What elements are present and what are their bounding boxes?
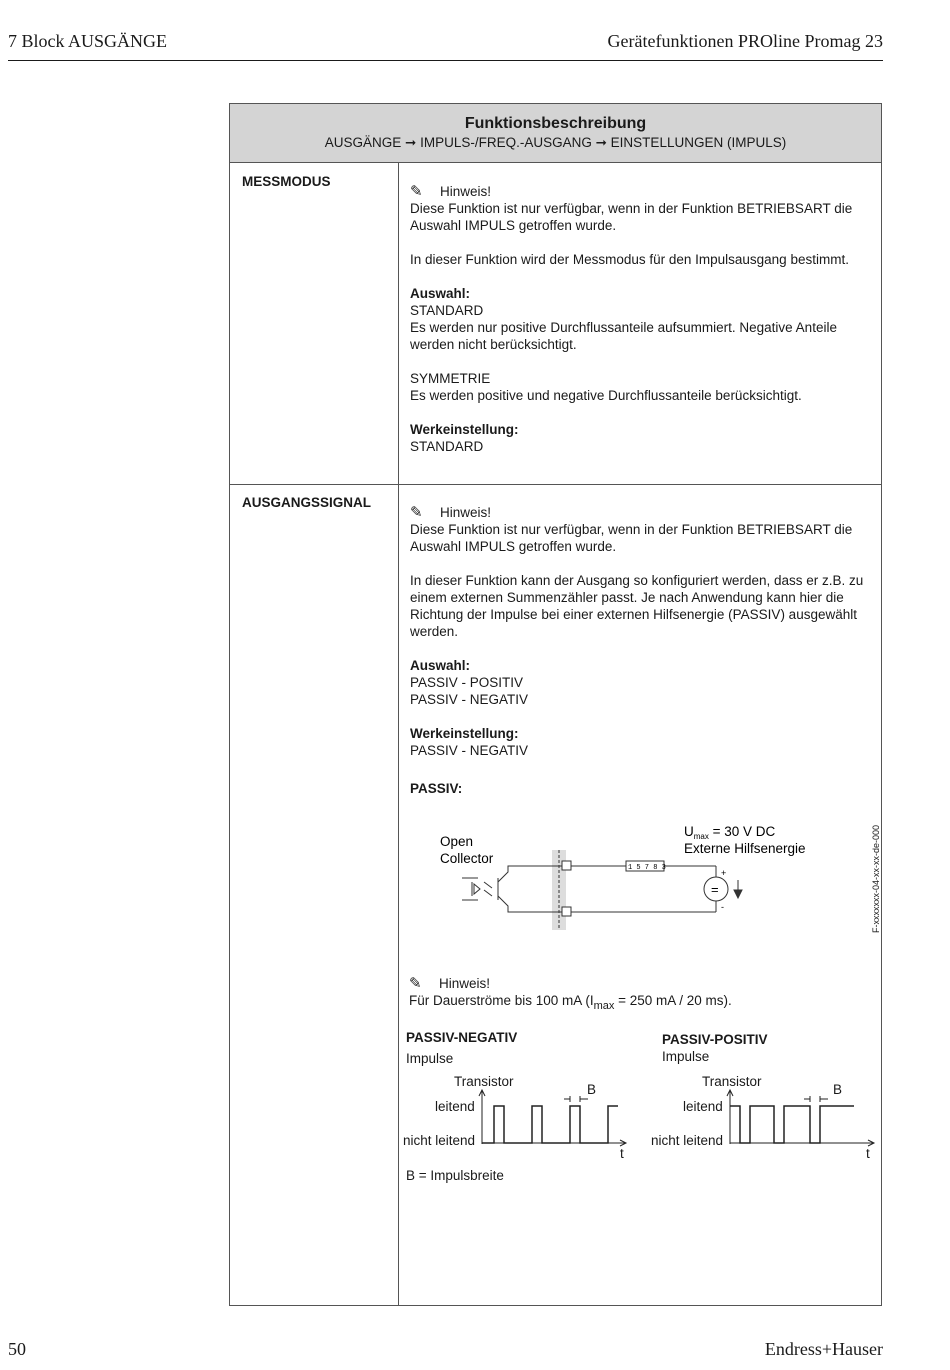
svg-text:=: = [711, 882, 719, 897]
option-standard: STANDARD [410, 303, 484, 318]
pulse-waveform [730, 1106, 854, 1143]
intro-text: In dieser Funktion kann der Ausgang so konfiguriert werden, dass er z.B. zu einem externen Summenzähler passt. Je nach Anwendung kann hier die Richtung der Impulse bei einer externen Hilfsenergie (PASSIV) ausgewählt werden. [410, 573, 864, 639]
table-title: Funktionsbeschreibung [464, 115, 647, 132]
nicht-leitend-label: nicht leitend [651, 1133, 724, 1148]
option-passiv-positiv: PASSIV - POSITIV [410, 675, 524, 690]
option-symmetrie: SYMMETRIE [410, 371, 491, 386]
nicht-leitend-label: nicht leitend [403, 1133, 476, 1148]
row-label-messmodus: MESSMODUS [242, 174, 331, 189]
passiv-label: PASSIV: [410, 781, 463, 796]
hinweis-label: Hinweis! [440, 505, 492, 520]
row-content-messmodus [410, 183, 872, 472]
header-chapter: 7 Block AUSGÄNGE [8, 31, 168, 51]
terminal-top [562, 861, 571, 870]
open-label: Open [440, 834, 474, 849]
leitend-label: leitend [683, 1099, 723, 1114]
brand-logo: Endress+Hauser [764, 1339, 883, 1359]
intro-text: In dieser Funktion wird der Messmodus für den Impulsausgang bestimmt. [410, 252, 849, 267]
table-path: AUSGÄNGE ➞ IMPULS-/FREQ.-AUSGANG ➞ EINSTELLUNGEN (IMPULS) [324, 135, 787, 150]
impulse-label: Impulse [406, 1051, 454, 1066]
terminal-bottom [562, 907, 571, 916]
werkeinstellung-label: Werkeinstellung: [410, 422, 519, 437]
page-number: 50 [8, 1339, 26, 1359]
column-divider [398, 163, 399, 1306]
led-icon [474, 884, 480, 894]
option-standard-desc: Es werden nur positive Durchflussanteile aufsummiert. Negative Anteile werden nicht berücksichtigt. [410, 320, 837, 352]
hinweis-text: Diese Funktion ist nur verfügbar, wenn in der Funktion BETRIEBSART die Auswahl IMPULS getroffen wurde. [410, 522, 853, 554]
pulse-title: PASSIV-POSITIV [662, 1032, 768, 1047]
transistor-label: Transistor [702, 1074, 762, 1089]
leitend-label: leitend [435, 1099, 475, 1114]
option-passiv-negativ: PASSIV - NEGATIV [410, 692, 529, 707]
umax-label: $U_{max} = 30$ V DC [684, 824, 776, 841]
impulsbreite-legend: B = Impulsbreite [406, 1168, 504, 1183]
werkeinstellung-label: Werkeinstellung: [410, 726, 519, 741]
pencil-icon: ✎ [410, 504, 423, 521]
pulse-title: PASSIV-NEGATIV [406, 1030, 518, 1045]
werkeinstellung-value: STANDARD [410, 439, 484, 454]
pulse-width-label: B [833, 1082, 843, 1097]
collector-label: Collector [440, 851, 494, 866]
time-axis-label: t [866, 1146, 870, 1161]
pencil-icon: ✎ [409, 975, 422, 992]
pulse-waveform [482, 1106, 618, 1143]
hinweis-dauerstrom [409, 975, 732, 1011]
row-label-ausgangssignal: AUSGANGSSIGNAL [242, 495, 372, 510]
dauerstrom-text: Für Dauerströme bis 100 mA ($I_{max} = 250$ mA / 20 ms). [409, 993, 732, 1012]
externe-hilfsenergie-label: Externe Hilfsenergie [684, 841, 806, 856]
row-divider [230, 484, 881, 485]
auswahl-label: Auswahl: [410, 286, 471, 301]
impulse-label: Impulse [662, 1049, 710, 1064]
svg-text:+: + [721, 868, 727, 878]
hinweis-text: Diese Funktion ist nur verfügbar, wenn in der Funktion BETRIEBSART die Auswahl IMPULS getroffen wurde. [410, 201, 853, 233]
time-axis-label: t [620, 1146, 624, 1161]
hinweis-label: Hinweis! [439, 976, 491, 991]
pulse-width-label: B [587, 1082, 597, 1097]
header-divider [8, 60, 883, 61]
svg-text:-: - [721, 902, 724, 912]
open-collector-circuit [430, 820, 806, 940]
hinweis-label: Hinweis! [440, 184, 492, 199]
row-content-ausgangssignal [410, 504, 872, 814]
header-title: Gerätefunktionen PROline Promag 23 [607, 31, 883, 51]
arrow-down-icon [734, 880, 742, 898]
table-header [230, 104, 881, 163]
option-symmetrie-desc: Es werden positive und negative Durchflussanteile berücksichtigt. [410, 388, 802, 403]
werkeinstellung-value: PASSIV - NEGATIV [410, 743, 529, 758]
pencil-icon: ✎ [410, 183, 423, 200]
figure-code: F-xxxxxxx-04-xx-xx-de-000 [871, 824, 881, 934]
transistor-label: Transistor [454, 1074, 514, 1089]
auswahl-label: Auswahl: [410, 658, 471, 673]
svg-text:1 5 7 8 3: 1 5 7 8 3 [628, 864, 666, 872]
